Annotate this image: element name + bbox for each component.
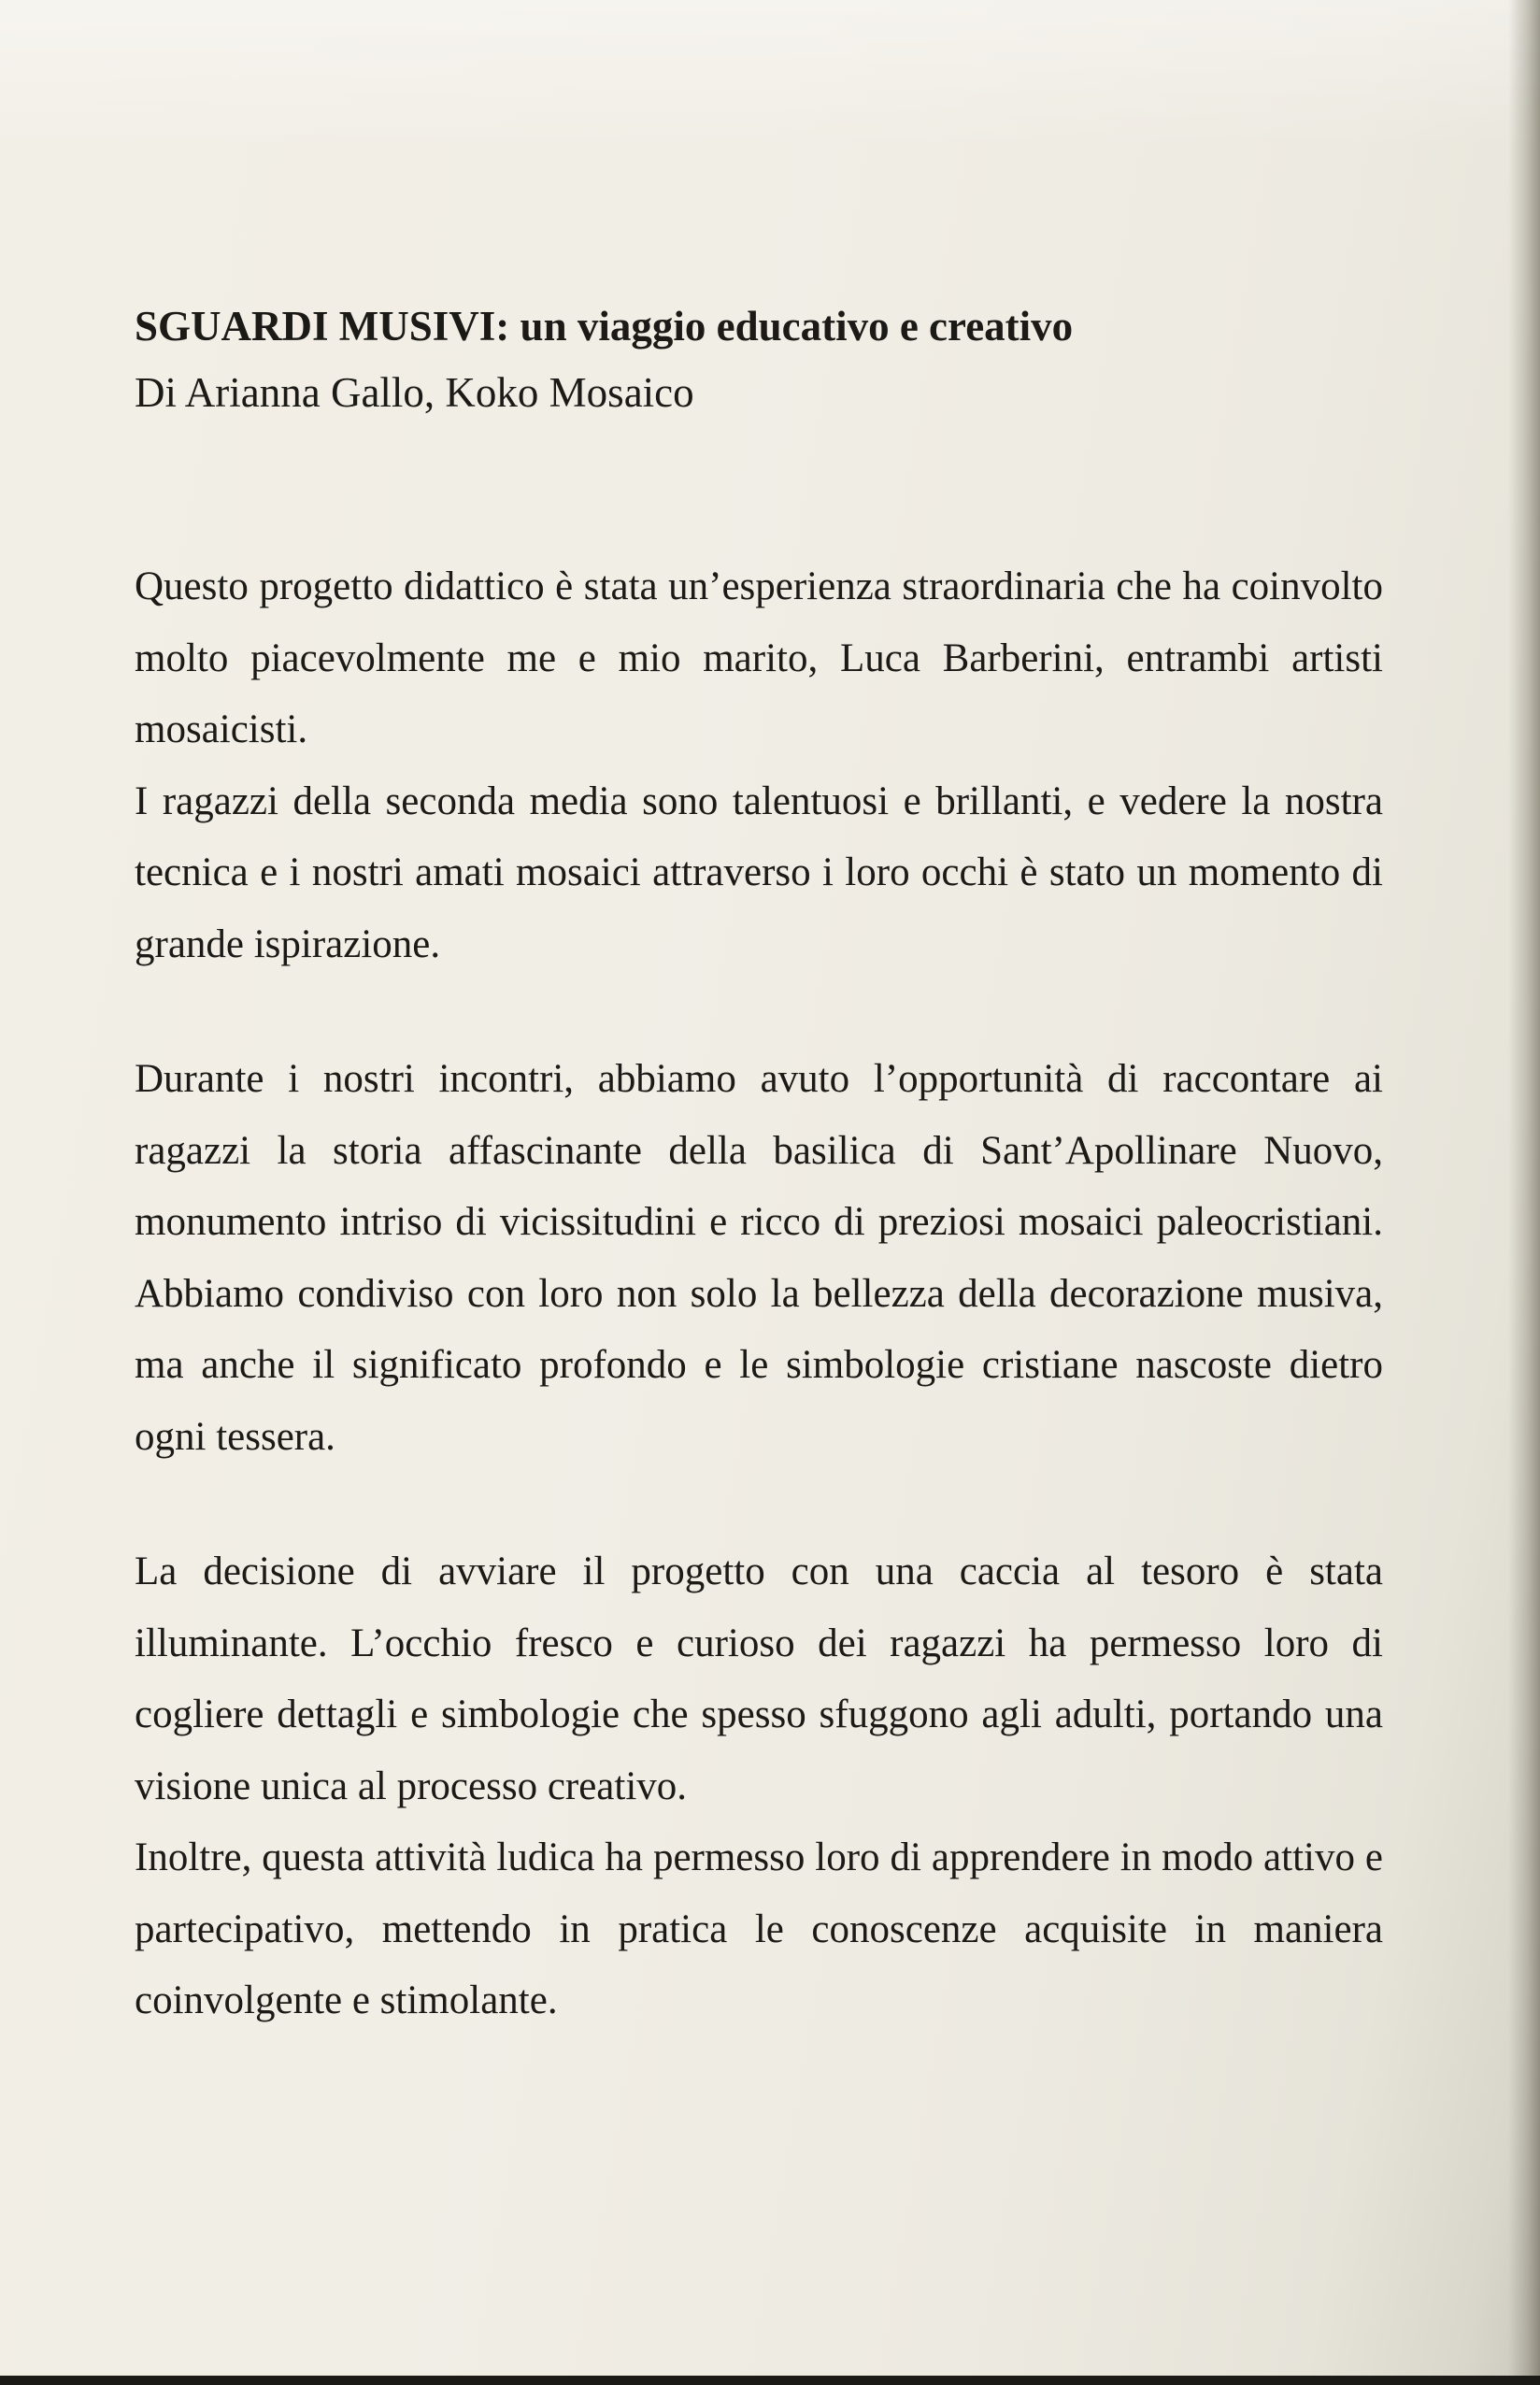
header-spacer <box>135 426 1383 488</box>
section-3 <box>135 1536 1383 2037</box>
article-title: SGUARDI MUSIVI: un viaggio educativo e creativo <box>135 303 1074 350</box>
paragraph: Questo progetto didattico è stata un’esperienza straordinaria che ha coinvolto molto piacevolmente me e mio marito, Luca Barberini, entrambi artisti mosaicisti. <box>135 564 1383 751</box>
section-1 <box>135 551 1383 980</box>
section-2 <box>135 1044 1383 1473</box>
paragraph: Inoltre, questa attività ludica ha permesso loro di apprendere in modo attivo e partecipativo, mettendo in pratica le conoscenze acquisite in maniera coinvolgente e stimolante. <box>135 1835 1383 2022</box>
page-highlight <box>0 0 1540 150</box>
page-edge-shadow <box>1508 0 1540 2385</box>
article <box>135 293 1383 2037</box>
bottom-shadow <box>0 2376 1540 2385</box>
paragraph: La decisione di avviare il progetto con una caccia al tesoro è stata illuminante. L’occhio fresco e curioso dei ragazzi ha permesso loro di cogliere dettagli e simbologie che spesso sfuggono agli adulti, portando una visione unica al processo creativo. <box>135 1550 1383 1808</box>
paragraph: I ragazzi della seconda media sono talentuosi e brillanti, e vedere la nostra tecnica e i nostri amati mosaici attraverso i loro occhi è stato un momento di grande ispirazione. <box>135 778 1383 966</box>
paragraph: Durante i nostri incontri, abbiamo avuto l’opportunità di raccontare ai ragazzi la storia affascinante della basilica di Sant’Apollinare Nuovo, monumento intriso di vicissitudini e ricco di preziosi mosaici paleocristiani. Abbiamo condiviso con loro non solo la bellezza della decorazione musiva, ma anche il significato profondo e le simbologie cristiane nascoste dietro ogni tessera. <box>135 1057 1383 1459</box>
article-authors: Di Arianna Gallo, Koko Mosaico <box>135 369 694 416</box>
